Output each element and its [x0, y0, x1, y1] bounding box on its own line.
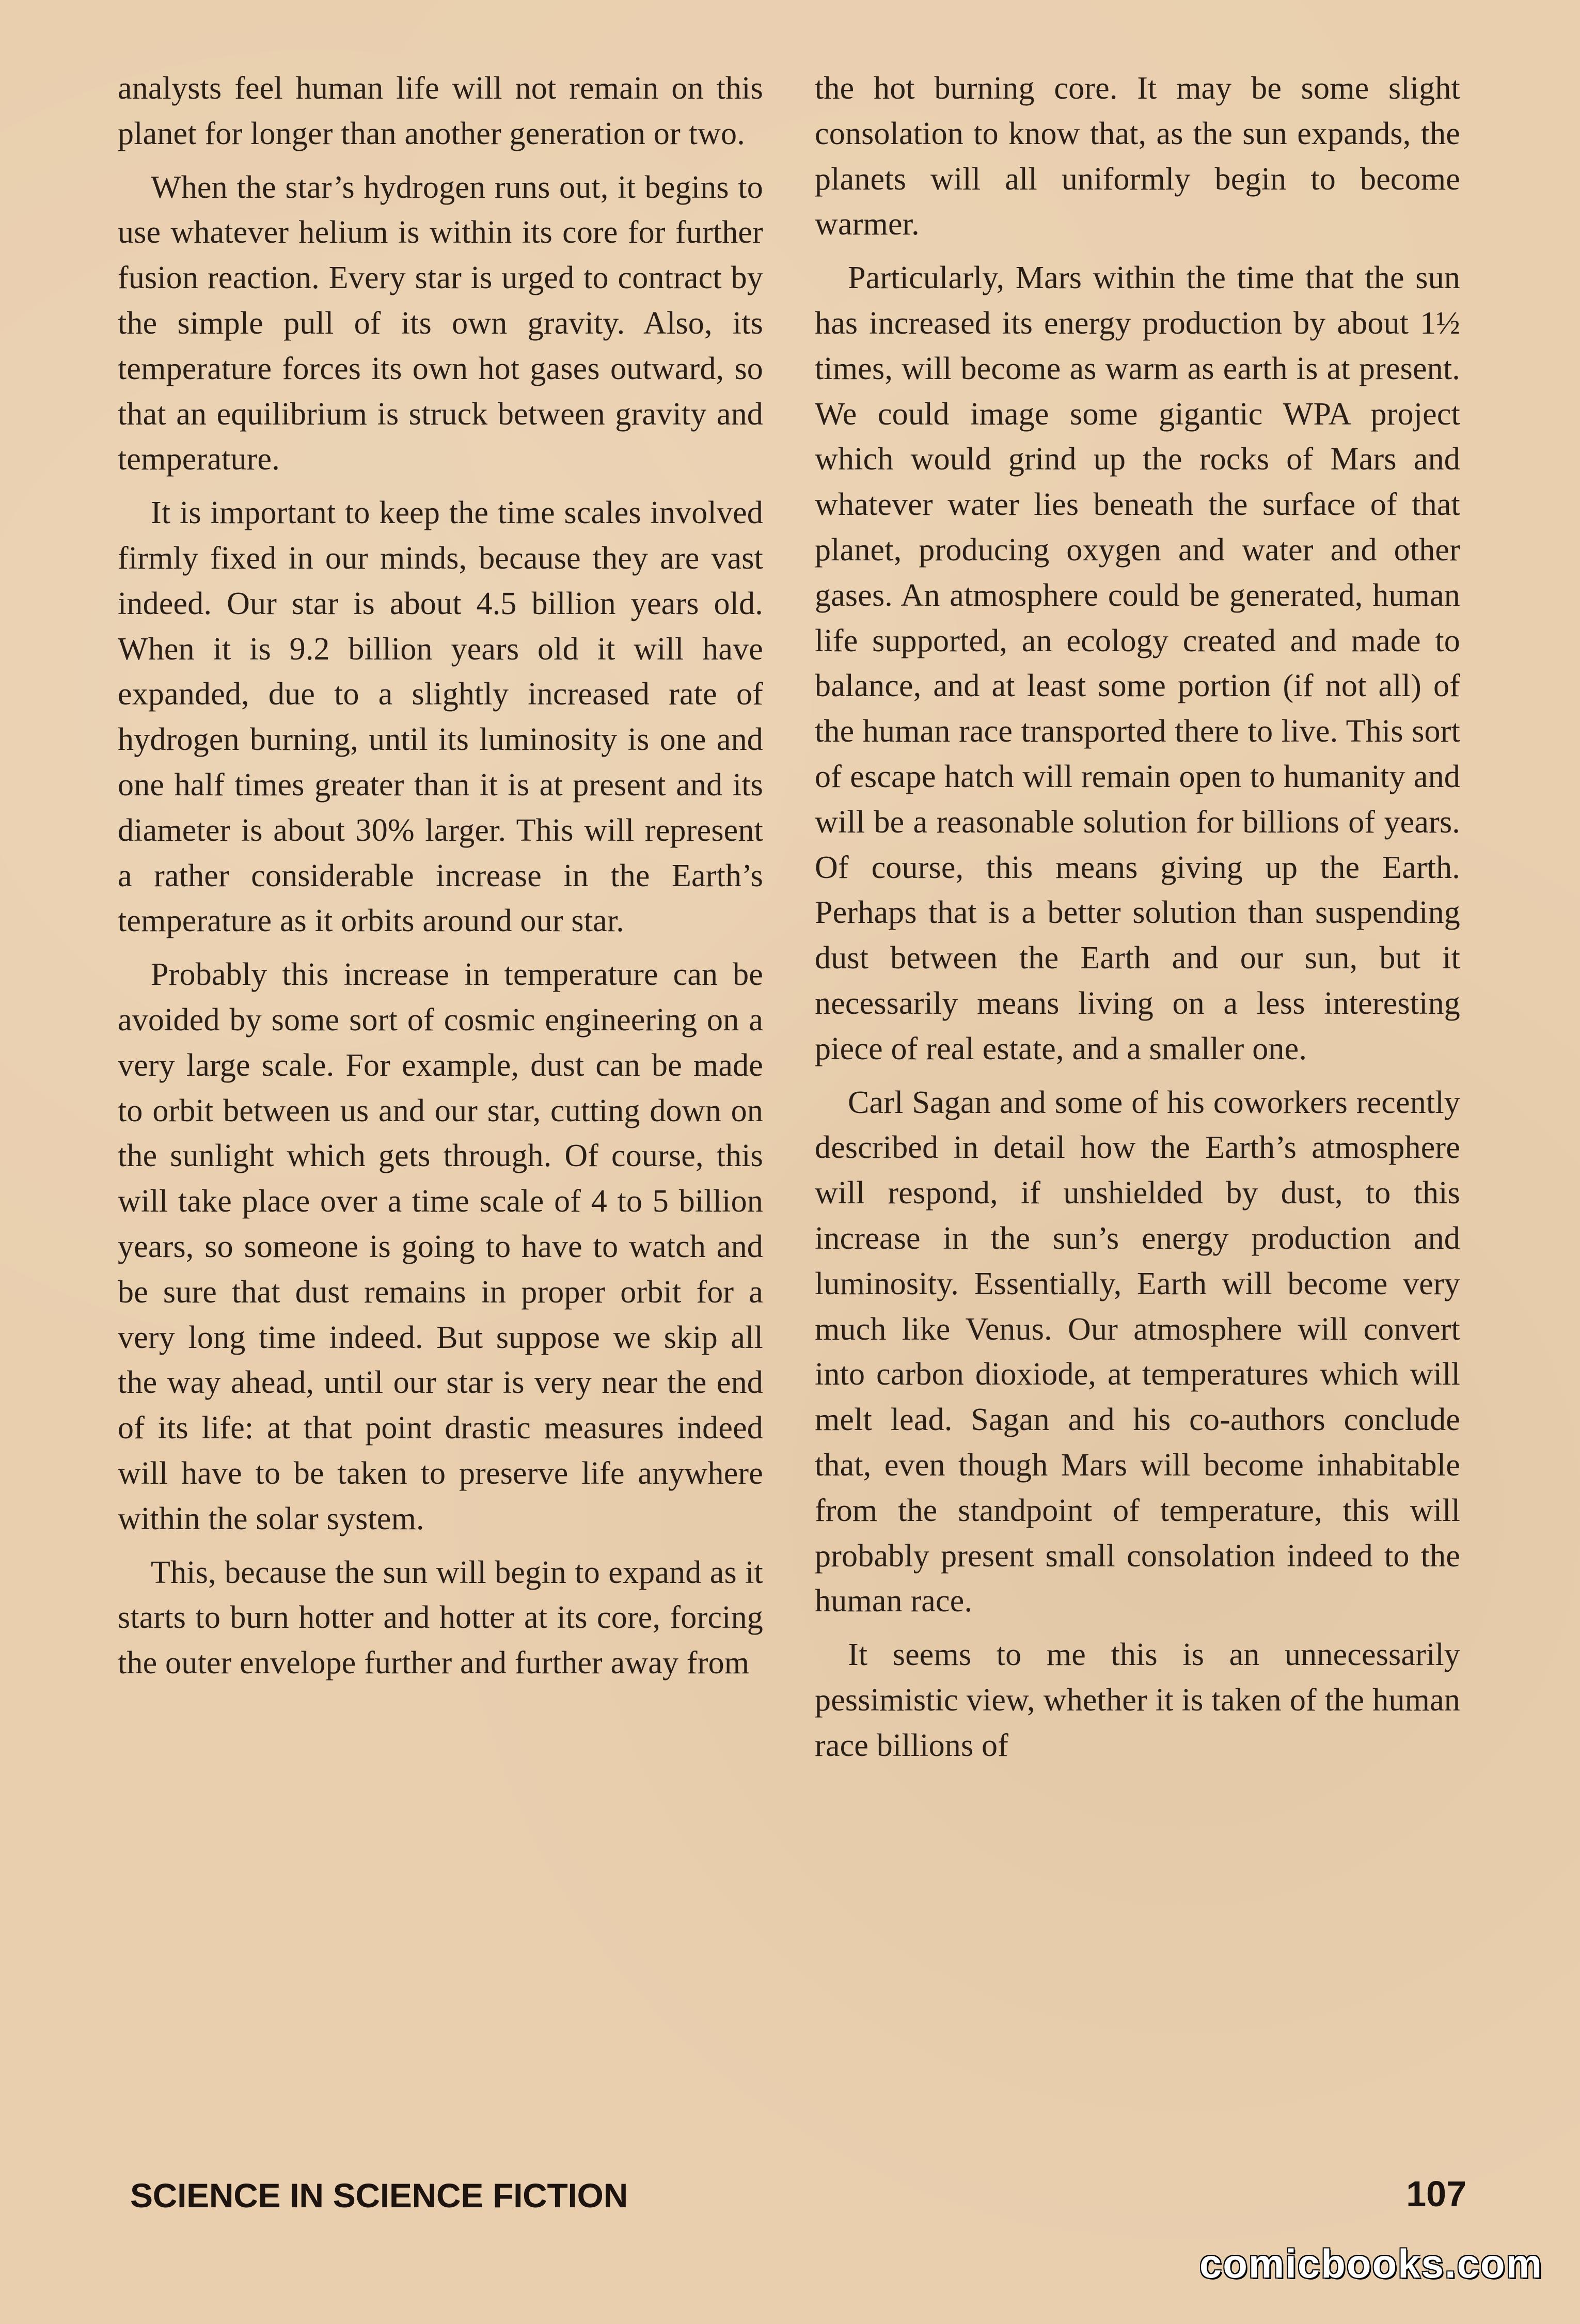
- left-paragraph-2: When the star’s hydrogen runs out, it begins to use whatever helium is within its core for further fusion reaction. Every star is urged to contract by the simple pull of its own gravity. Also, its temperature forces its own hot gases outward, so that an equilibrium is struck between gravity and temperature.: [118, 169, 763, 477]
- left-paragraph-4: Probably this increase in temperature can be avoided by some sort of cosmic engineering on a very large scale. For example, dust can be made to orbit between us and our star, cutting down on the sunlight which gets through. Of course, this will take place over a time scale of 4 to 5 billion years, so someone is going to have to watch and be sure that dust remains in proper orbit for a very long time indeed. But suppose we skip all the way ahead, until our star is very near the end of its life: at that point drastic measures indeed will have to be taken to preserve life anywhere within the solar system.: [118, 957, 763, 1536]
- right-paragraph-3: Carl Sagan and some of his coworkers recently described in detail how the Earth’s atmosphere will respond, if unshielded by dust, to this increase in the sun’s energy production and luminosity. Essentially, Earth will become very much like Venus. Our atmosphere will convert into carbon dioxiode, at temperatures which will melt lead. Sagan and his co-authors conclude that, even though Mars will become inhabitable from the standpoint of temperature, this will probably present small consolation indeed to the human race.: [815, 1085, 1460, 1619]
- right-text-column: [815, 66, 1460, 1777]
- right-paragraph-4: It seems to me this is an unnecessarily pessimistic view, whether it is taken of the human race billions of: [815, 1637, 1460, 1763]
- right-paragraph-1: the hot burning core. It may be some slight consolation to know that, as the sun expands, the planets will all uniformly begin to become warmer.: [815, 71, 1460, 242]
- left-paragraph-1: analysts feel human life will not remain on this planet for longer than another generation or two.: [118, 71, 763, 151]
- left-paragraph-5: This, because the sun will begin to expand as it starts to burn hotter and hotter at its core, forcing the outer envelope further and further away from: [118, 1554, 763, 1681]
- watermark: comicbooks.com: [1199, 2241, 1543, 2286]
- left-text-column: [118, 66, 763, 1694]
- right-paragraph-2: Particularly, Mars within the time that the sun has increased its energy production by about 1½ times, will become as warm as earth is at present. We could image some gigantic WPA project which would grind up the rocks of Mars and whatever water lies beneath the surface of that planet, producing oxygen and water and other gases. An atmosphere could be generated, human life supported, an ecology created and made to balance, and at least some portion (if not all) of the human race transported there to live. This sort of escape hatch will remain open to humanity and will be a reasonable solution for billions of years. Of course, this means giving up the Earth. Perhaps that is a better solution than suspending dust between the Earth and our sun, but it necessarily means living on a less interesting piece of real estate, and a smaller one.: [815, 260, 1460, 1066]
- running-footer-title: SCIENCE IN SCIENCE FICTION: [130, 2176, 628, 2215]
- page-number: 107: [1406, 2174, 1466, 2214]
- left-paragraph-3: It is important to keep the time scales involved firmly fixed in our minds, because they are vast indeed. Our star is about 4.5 billion years old. When it is 9.2 billion years old it will have expanded, due to a slightly increased rate of hydrogen burning, until its luminosity is one and one half times greater than it is at present and its diameter is about 30% larger. This will represent a rather considerable increase in the Earth’s temperature as it orbits around our star.: [118, 495, 763, 939]
